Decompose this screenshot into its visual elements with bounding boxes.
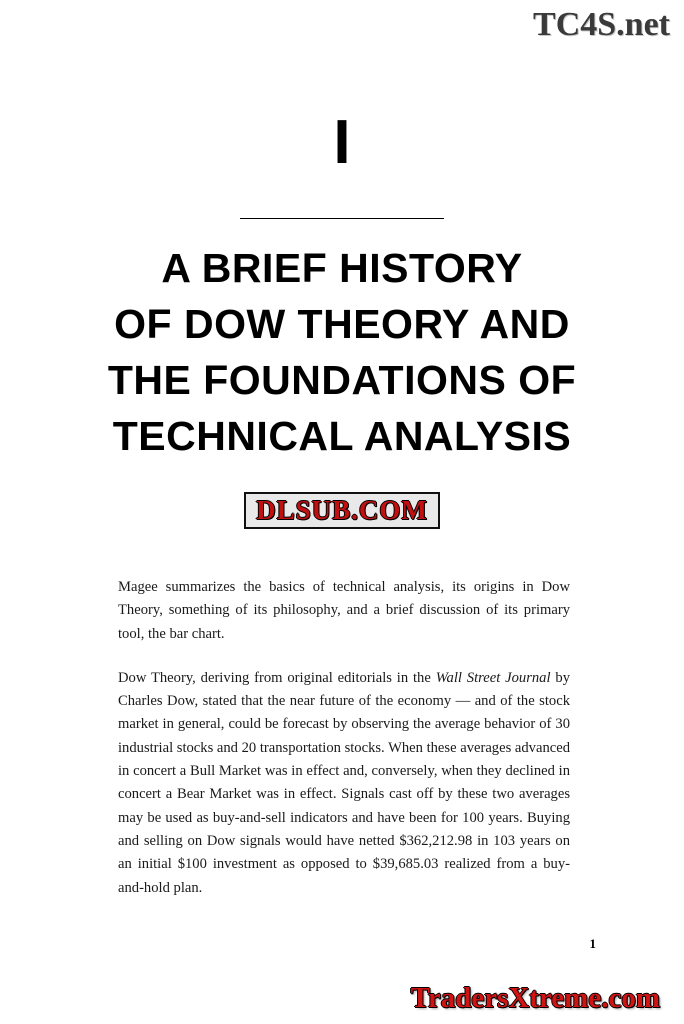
paragraph-1: Magee summarizes the basics of technical analysis, its origins in Dow Theory, something of its philosophy, and a brief discussion of its primary tool, the bar chart. [118, 579, 570, 642]
site-watermark-bottom: TradersXtreme.com [410, 982, 660, 1014]
body-text [118, 576, 570, 900]
paragraph-2-part-1: Dow Theory, deriving from original editorials in the [118, 669, 436, 686]
dlsub-watermark-label: DLSUB.COM [244, 492, 440, 529]
page-number: 1 [589, 936, 596, 951]
paragraph-2 [118, 667, 570, 900]
paragraph-2-italic-journal: Wall Street Journal [435, 669, 551, 686]
chapter-title-line-4: TECHNICAL ANALYSIS [112, 413, 572, 459]
chapter-number: I [333, 108, 351, 177]
dlsub-watermark-stamp [0, 492, 684, 529]
title-divider [240, 218, 444, 219]
chapter-title-line-1: A BRIEF HISTORY [161, 245, 523, 291]
paragraph-2-part-2: by Charles Dow, stated that the near future of the economy — and of the stock market in general, could be forecast by observing the average behavior of 30 industrial stocks and 20 transportation stocks. When these averages advanced in concert a Bull Market was in effect and, conversely, when they declined in concert a Bear Market was in effect. Signals cast off by these two averages may be used as buy-and-sell indicators and have been for 100 years. Buying and selling on Dow signals would have netted $362,212.98 in 103 years on an initial $100 investment as opposed to $39,685.03 realized from a buy-and-hold plan. [118, 669, 571, 896]
chapter-title-line-2: OF DOW THEORY AND [114, 301, 570, 347]
chapter-title [42, 240, 642, 464]
chapter-title-line-3: THE FOUNDATIONS OF [107, 357, 577, 403]
site-watermark-top: TC4S.net [533, 6, 670, 43]
